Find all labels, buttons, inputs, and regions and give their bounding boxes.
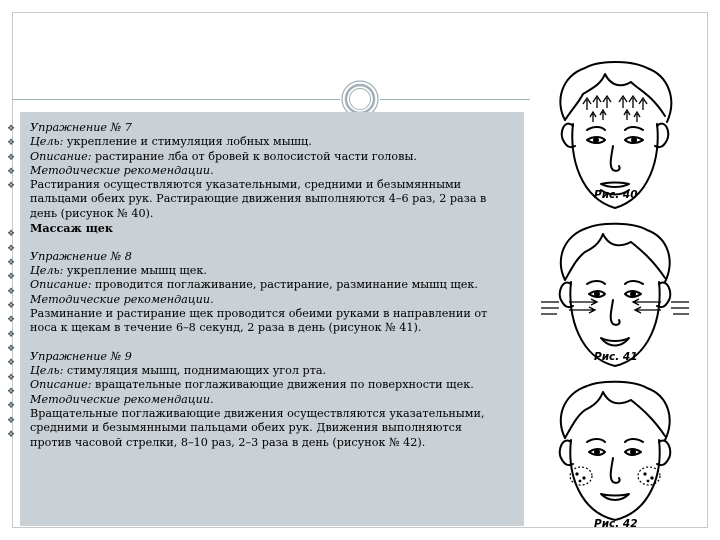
goal-label: Цель: bbox=[30, 364, 64, 378]
exercise8-description bbox=[30, 278, 506, 292]
goal-text: стимуляция мышц, поднимающих угол рта. bbox=[63, 364, 327, 378]
bullet-icon: ❖ bbox=[7, 416, 16, 426]
exercise7-recommendation-line: Растирания осуществляются указательными, средними и безымянными bbox=[30, 178, 462, 192]
description-text: вращательные поглаживающие движения по поверхности щек. bbox=[91, 378, 474, 392]
bullet-icon: ❖ bbox=[7, 258, 16, 268]
header-divider-left bbox=[12, 99, 340, 100]
bullet-icon: ❖ bbox=[7, 138, 16, 148]
exercise8-method: Методические рекомендации. bbox=[30, 292, 214, 306]
bullet-icon: ❖ bbox=[7, 181, 16, 191]
bullet-icon: ❖ bbox=[7, 344, 16, 354]
goal-label: Цель: bbox=[30, 263, 64, 277]
bullet-icon: ❖ bbox=[7, 330, 16, 340]
description-label: Описание: bbox=[30, 378, 92, 392]
goal-text: укрепление и стимуляция лобных мышц. bbox=[63, 135, 312, 149]
description-text: растирание лба от бровей к волосистой части головы. bbox=[91, 149, 417, 163]
description-text: проводится поглаживание, растирание, разминание мышц щек. bbox=[91, 278, 478, 292]
exercise9-recommendation-line: средними и безымянными пальцами обеих рук. Движения выполняются bbox=[30, 421, 462, 435]
exercise7-recommendation-line: день (рисунок № 40). bbox=[30, 206, 154, 220]
bullet-icon: ❖ bbox=[7, 387, 16, 397]
exercise7-goal bbox=[30, 135, 506, 149]
bullet-icon: ❖ bbox=[7, 124, 16, 134]
bullet-icon: ❖ bbox=[7, 153, 16, 163]
bullet-icon: ❖ bbox=[7, 167, 16, 177]
exercise8-recommendation-line: Разминание и растирание щек проводится обеими руками в направлении от bbox=[30, 306, 488, 320]
exercise9-description bbox=[30, 378, 506, 392]
bullet-icon: ❖ bbox=[7, 272, 16, 282]
exercise9-recommendation-line: Вращательные поглаживающие движения осуществляются указательными, bbox=[30, 406, 485, 420]
bullet-icon: ❖ bbox=[7, 315, 16, 325]
bullet-icon: ❖ bbox=[7, 244, 16, 254]
goal-label: Цель: bbox=[30, 135, 64, 149]
description-label: Описание: bbox=[30, 278, 92, 292]
exercise-text bbox=[30, 121, 506, 450]
exercise7-recommendation-line: пальцами обеих рук. Растирающие движения выполняются 4–6 раз, 2 раза в bbox=[30, 192, 487, 206]
exercise8-title: Упражнение № 8 bbox=[30, 249, 132, 263]
exercise8-recommendation-line: носа к щекам в течение 6–8 секунд, 2 раза в день (рисунок № 41). bbox=[30, 321, 422, 335]
description-label: Описание: bbox=[30, 149, 92, 163]
exercise7-description bbox=[30, 150, 506, 164]
exercise7-title: Упражнение № 7 bbox=[30, 121, 132, 134]
figure-caption: Рис. 42 bbox=[594, 518, 638, 530]
bullet-icon: ❖ bbox=[7, 358, 16, 368]
bullet-icon: ❖ bbox=[7, 373, 16, 383]
figure-caption: Рис. 40 bbox=[594, 189, 638, 201]
exercise7-method: Методические рекомендации. bbox=[30, 163, 214, 177]
bullet-column bbox=[0, 123, 24, 443]
exercise8-goal bbox=[30, 264, 506, 278]
bullet-icon: ❖ bbox=[7, 430, 16, 440]
section-heading: Массаж щек bbox=[30, 221, 113, 236]
header-divider-right bbox=[380, 99, 530, 100]
empty-line bbox=[30, 335, 506, 349]
empty-line bbox=[30, 235, 506, 249]
bullet-icon: ❖ bbox=[7, 301, 16, 311]
bullet-icon: ❖ bbox=[7, 401, 16, 411]
bullet-icon: ❖ bbox=[7, 229, 16, 239]
exercise9-goal bbox=[30, 364, 506, 378]
goal-text: укрепление мышц щек. bbox=[63, 263, 207, 277]
exercise9-recommendation-line: против часовой стрелки, 8–10 раз, 2–3 раза в день (рисунок № 42). bbox=[30, 435, 426, 449]
exercise9-method: Методические рекомендации. bbox=[30, 392, 214, 406]
figure-caption: Рис. 41 bbox=[594, 351, 638, 363]
bullet-icon: ❖ bbox=[7, 287, 16, 297]
exercise9-title: Упражнение № 9 bbox=[30, 349, 132, 363]
face-illustration-circular-stroking bbox=[535, 378, 695, 540]
